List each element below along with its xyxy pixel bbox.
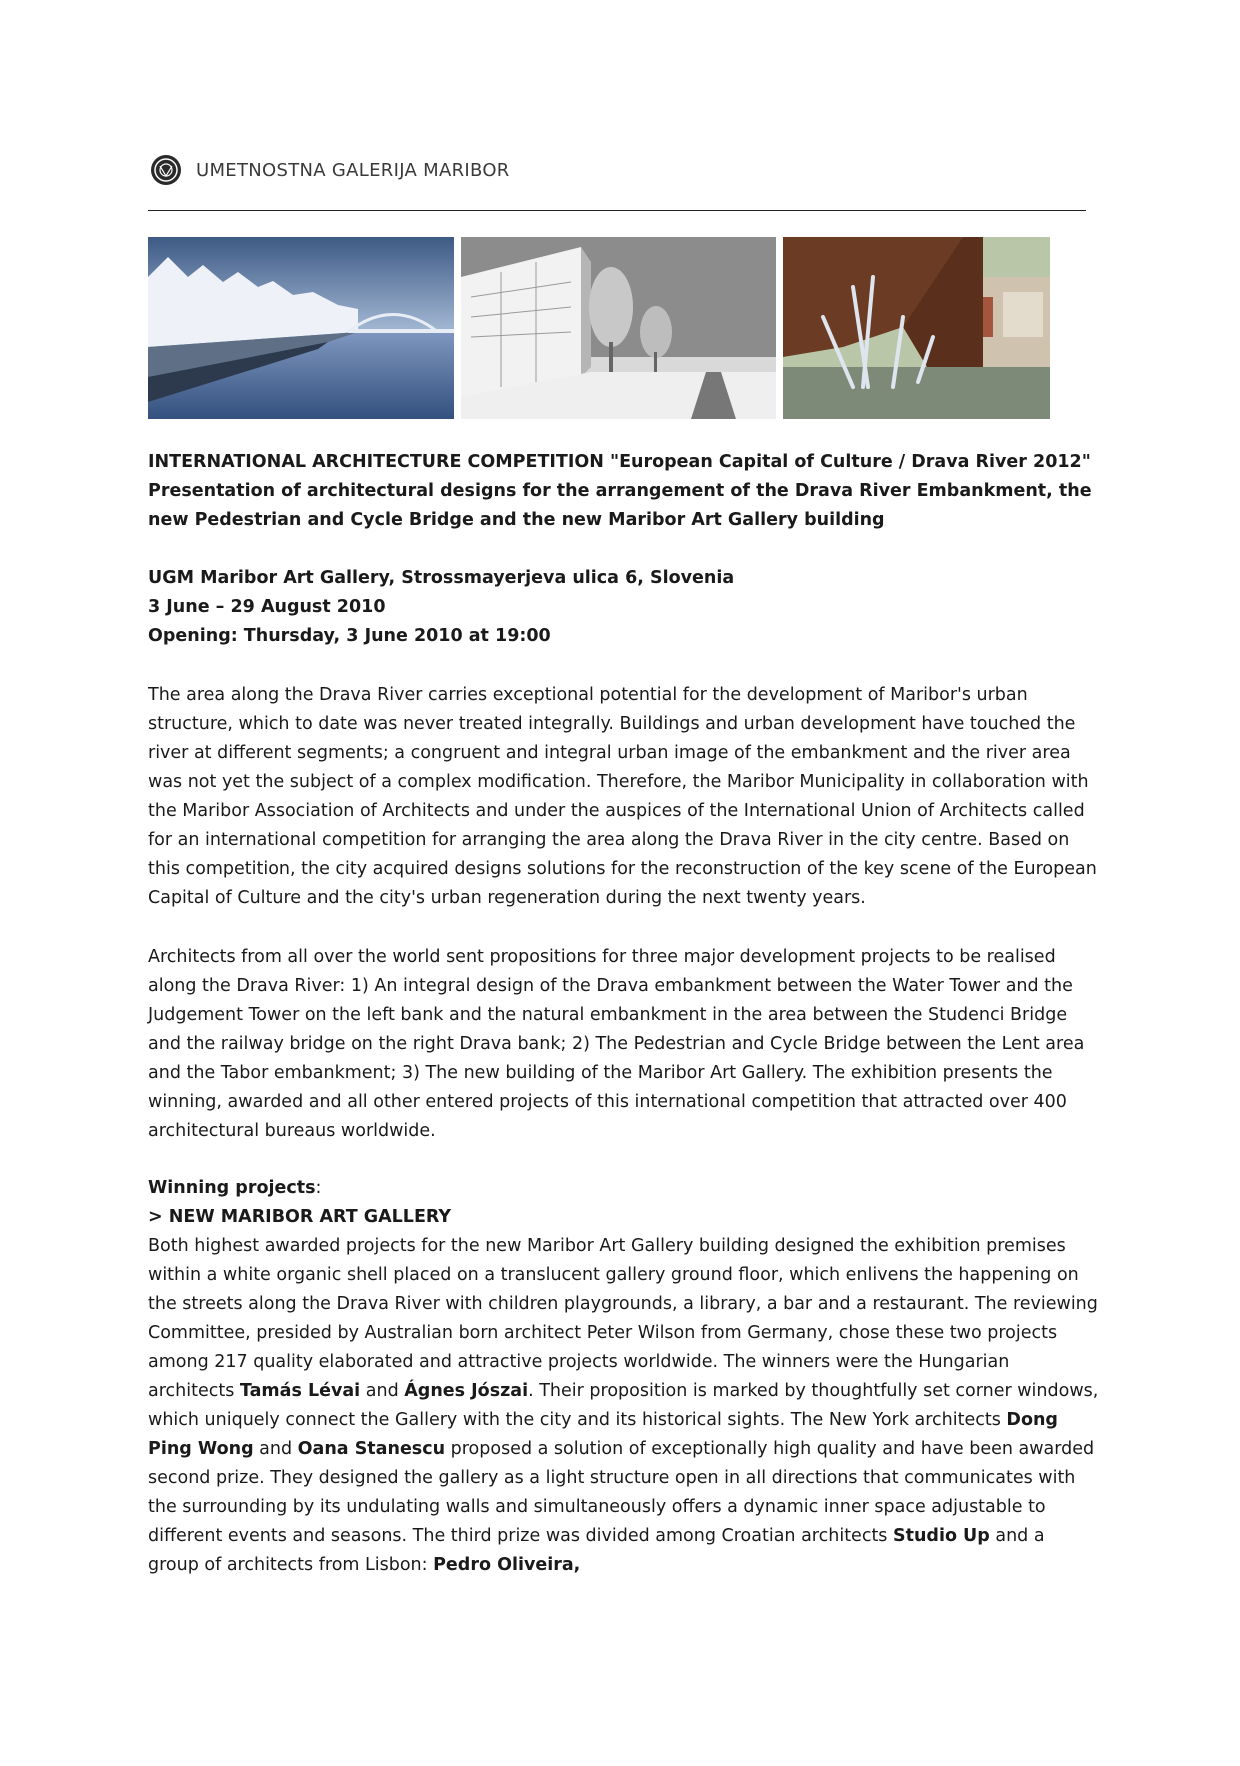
text-run: Both highest awarded projects for the new Maribor Art Gallery building designed the exhibition premises within a white organic shell placed on a translucent gallery ground floor, which enlivens the happening on the streets along the Drava River with children playgrounds, a library, a bar and a restaurant. The reviewing Committee, presided by Australian born architect Peter Wilson from Germany, chose these two projects among 217 quality elaborated and attractive projects worldwide. The winners were the Hungarian architects — [148, 1236, 1098, 1401]
opening-time: Opening: Thursday, 3 June 2010 at 19:00 — [148, 626, 551, 646]
projects-paragraph: Architects from all over the world sent propositions for three major development projects to be realised along the Drava River: 1) An integral design of the Drava embankment between the Water Tower and the Judgement Tower on the left bank and the natural embankment in the area between the Studenci Bridge and the railway bridge on the right Drava bank; 2) The Pedestrian and Cycle Bridge between the Lent area and the Tabor embankment; 3) The new building of the Maribor Art Gallery. The exhibition presents the winning, awarded and all other entered projects of this international competition that attracted over 400 architectural bureaus worldwide. — [148, 947, 1085, 1141]
bridge-structure-render-image — [783, 237, 1050, 419]
text-run: and a group of architects from Lisbon: — [148, 1526, 1045, 1575]
architect-name: Tamás Lévai — [239, 1381, 361, 1401]
competition-title — [148, 448, 1100, 535]
winning-projects-section — [148, 1174, 1100, 1580]
text-run: and — [253, 1439, 298, 1459]
gallery-building-render-image — [461, 237, 776, 419]
text-run: and — [360, 1381, 405, 1401]
org-name: UMETNOSTNA GALERIJA MARIBOR — [196, 159, 510, 181]
event-details — [148, 564, 1100, 651]
letterhead — [150, 150, 510, 190]
architect-name: Dong Ping Wong — [148, 1410, 1058, 1459]
gallery-paragraph — [148, 1232, 1100, 1580]
intro-paragraph: The area along the Drava River carries exceptional potential for the development of Maribor's urban structure, which to date was never treated integrally. Buildings and urban development have touched the river at different segments; a congruent and integral urban image of the embankment and the river area was not yet the subject of a complex modification. Therefore, the Maribor Municipality in collaboration with the Maribor Association of Architects and under the auspices of the International Union of Architects called for an international competition for arranging the area along the Drava River in the city centre. Based on this competition, the city acquired designs solutions for the reconstruction of the key scene of the European Capital of Culture and the city's urban regeneration during the next twenty years. — [148, 685, 1097, 908]
architect-name: Studio Up — [892, 1526, 990, 1546]
title-line-1: INTERNATIONAL ARCHITECTURE COMPETITION "European Capital of Culture / Drava River 2012" — [148, 452, 1091, 472]
waterfront-render-image — [148, 237, 454, 419]
architect-name: Oana Stanescu — [297, 1439, 446, 1459]
text-run: proposed a solution of exceptionally high quality and have been awarded second prize. They designed the gallery as a light structure open in all directions that communicates with the surrounding by its undulating walls and simultaneously offers a dynamic inner space adjustable to different events and seasons. The third prize was divided among Croatian architects — [148, 1439, 1095, 1546]
text-run: . Their proposition is marked by thoughtfully set corner windows, which uniquely connect the Gallery with the city and its historical sights. The New York architects — [148, 1381, 1099, 1430]
header-divider — [148, 210, 1086, 211]
architect-name: Ágnes Jószai — [404, 1381, 529, 1401]
ugm-seal-logo-icon — [150, 154, 182, 186]
heading-colon: : — [315, 1178, 322, 1198]
press-release-body — [148, 448, 1100, 1580]
venue: UGM Maribor Art Gallery, Strossmayerjeva ulica 6, Slovenia — [148, 568, 735, 588]
title-line-2: Presentation of architectural designs for the arrangement of the Drava River Embankment, the new Pedestrian and Cycle Bridge and the new Maribor Art Gallery building — [148, 481, 1092, 530]
architect-name: Pedro Oliveira, — [433, 1555, 581, 1575]
exhibition-dates: 3 June – 29 August 2010 — [148, 597, 386, 617]
gallery-subheading: > NEW MARIBOR ART GALLERY — [148, 1207, 452, 1227]
winning-projects-heading: Winning projects — [148, 1178, 316, 1198]
